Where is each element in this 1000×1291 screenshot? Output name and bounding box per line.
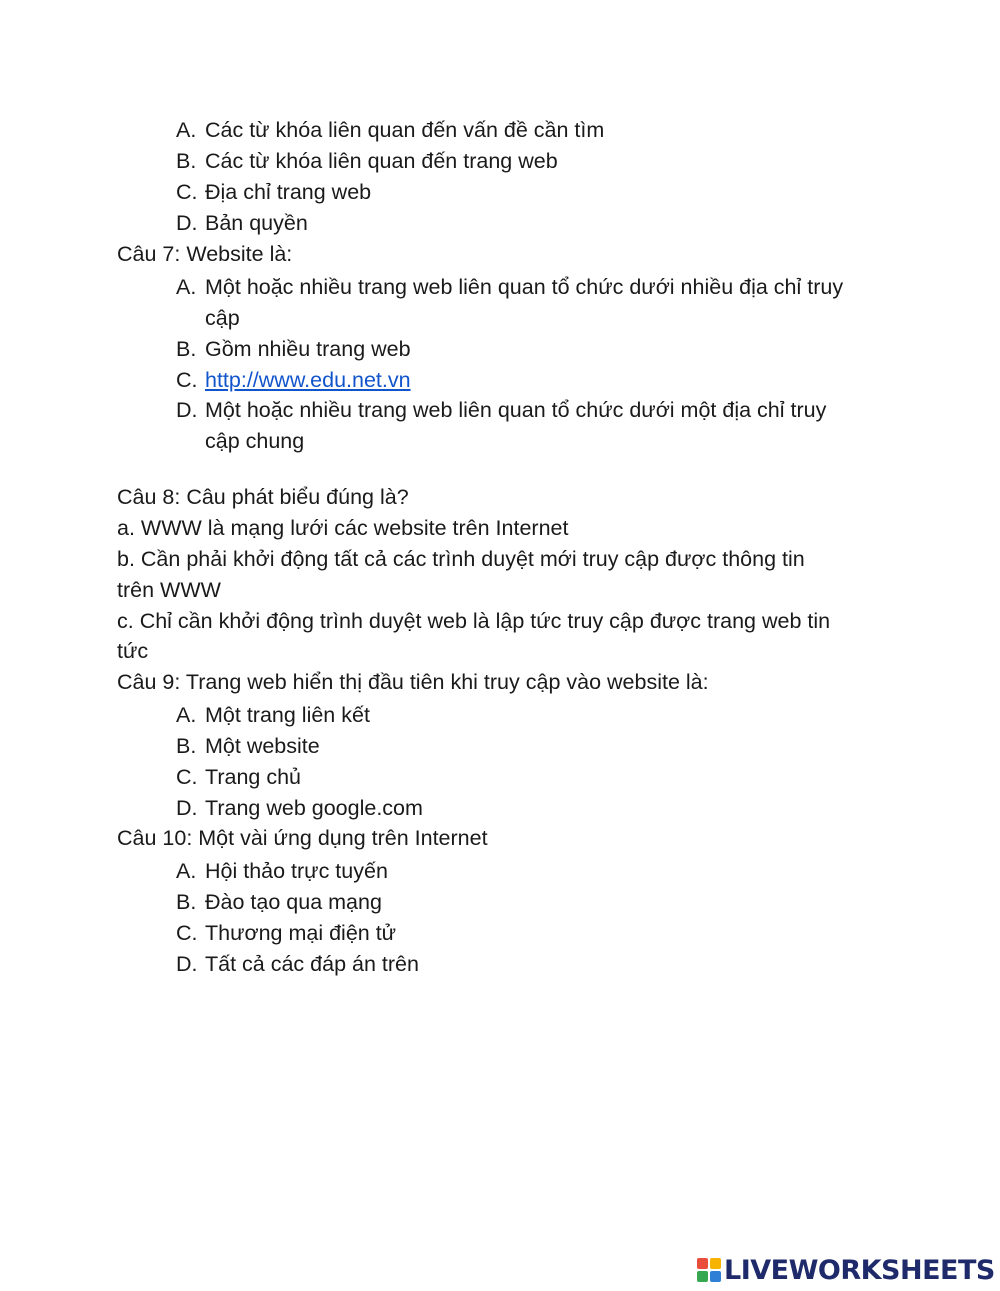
q6-option-a-text: Các từ khóa liên quan đến vấn đề cần tìm [205, 118, 605, 142]
q6-option-b-letter: B. [176, 149, 197, 173]
q10-option-d-letter: D. [176, 952, 198, 976]
q7-option-a-text-cont: cập [205, 306, 240, 330]
q8-statement-a: a. WWW là mạng lưới các website trên Internet [117, 516, 569, 540]
liveworksheets-logo-icon [697, 1258, 721, 1282]
q10-option-b-text: Đào tạo qua mạng [205, 890, 382, 914]
q9-option-d-letter: D. [176, 796, 198, 820]
q8-statement-c: c. Chỉ cần khởi động trình duyệt web là lập tức truy cập được trang web tin [117, 609, 831, 633]
q7-option-b-letter: B. [176, 337, 197, 361]
q6-option-a-letter: A. [176, 118, 197, 142]
q7-option-d-text: Một hoặc nhiều trang web liên quan tổ chức dưới một địa chỉ truy [205, 398, 827, 422]
q6-option-b-text: Các từ khóa liên quan đến trang web [205, 149, 558, 173]
q10-option-a-text: Hội thảo trực tuyến [205, 859, 388, 883]
q6-option-c-text: Địa chỉ trang web [205, 180, 372, 204]
q10-option-c-letter: C. [176, 921, 198, 945]
q7-option-c-letter: C. [176, 368, 198, 392]
q10-title: Câu 10: Một vài ứng dụng trên Internet [117, 826, 488, 850]
logo-tile-l [697, 1258, 708, 1269]
liveworksheets-logo [697, 1254, 995, 1286]
q10-option-a-letter: A. [176, 859, 197, 883]
q10-option-b-letter: B. [176, 890, 197, 914]
logo-tile-v [697, 1271, 708, 1282]
q7-option-a-letter: A. [176, 275, 197, 299]
q10-option-c-text: Thương mại điện tử [205, 921, 397, 945]
logo-tile-e [710, 1271, 721, 1282]
q6-option-c-letter: C. [176, 180, 198, 204]
liveworksheets-logo-text: LIVEWORKSHEETS [724, 1254, 995, 1286]
q10-option-d-text: Tất cả các đáp án trên [205, 952, 419, 976]
q9-option-a-text: Một trang liên kết [205, 703, 370, 727]
q7-title: Câu 7: Website là: [117, 242, 293, 266]
q8-statement-c-cont: tức [117, 639, 149, 663]
q8-title: Câu 8: Câu phát biểu đúng là? [117, 485, 409, 509]
q8-statement-b-cont: trên WWW [117, 578, 221, 602]
q7-option-d-letter: D. [176, 398, 198, 422]
q9-option-b-text: Một website [205, 734, 320, 758]
q6-option-d-text: Bản quyền [205, 211, 308, 235]
q8-statement-b: b. Cần phải khởi động tất cả các trình duyệt mới truy cập được thông tin [117, 547, 805, 571]
q7-option-a-text: Một hoặc nhiều trang web liên quan tổ chức dưới nhiều địa chỉ truy [205, 275, 844, 299]
q7-option-d-text-cont: cập chung [205, 429, 305, 453]
logo-tile-i [710, 1258, 721, 1269]
q9-option-d-text: Trang web google.com [205, 796, 423, 820]
q9-option-b-letter: B. [176, 734, 197, 758]
q9-option-a-letter: A. [176, 703, 197, 727]
q7-option-c-link[interactable]: http://www.edu.net.vn [205, 368, 411, 392]
q9-option-c-text: Trang chủ [205, 765, 302, 789]
q9-title: Câu 9: Trang web hiển thị đầu tiên khi truy cập vào website là: [117, 670, 709, 694]
q6-option-d-letter: D. [176, 211, 198, 235]
q9-option-c-letter: C. [176, 765, 198, 789]
q7-option-b-text: Gồm nhiều trang web [205, 337, 411, 361]
